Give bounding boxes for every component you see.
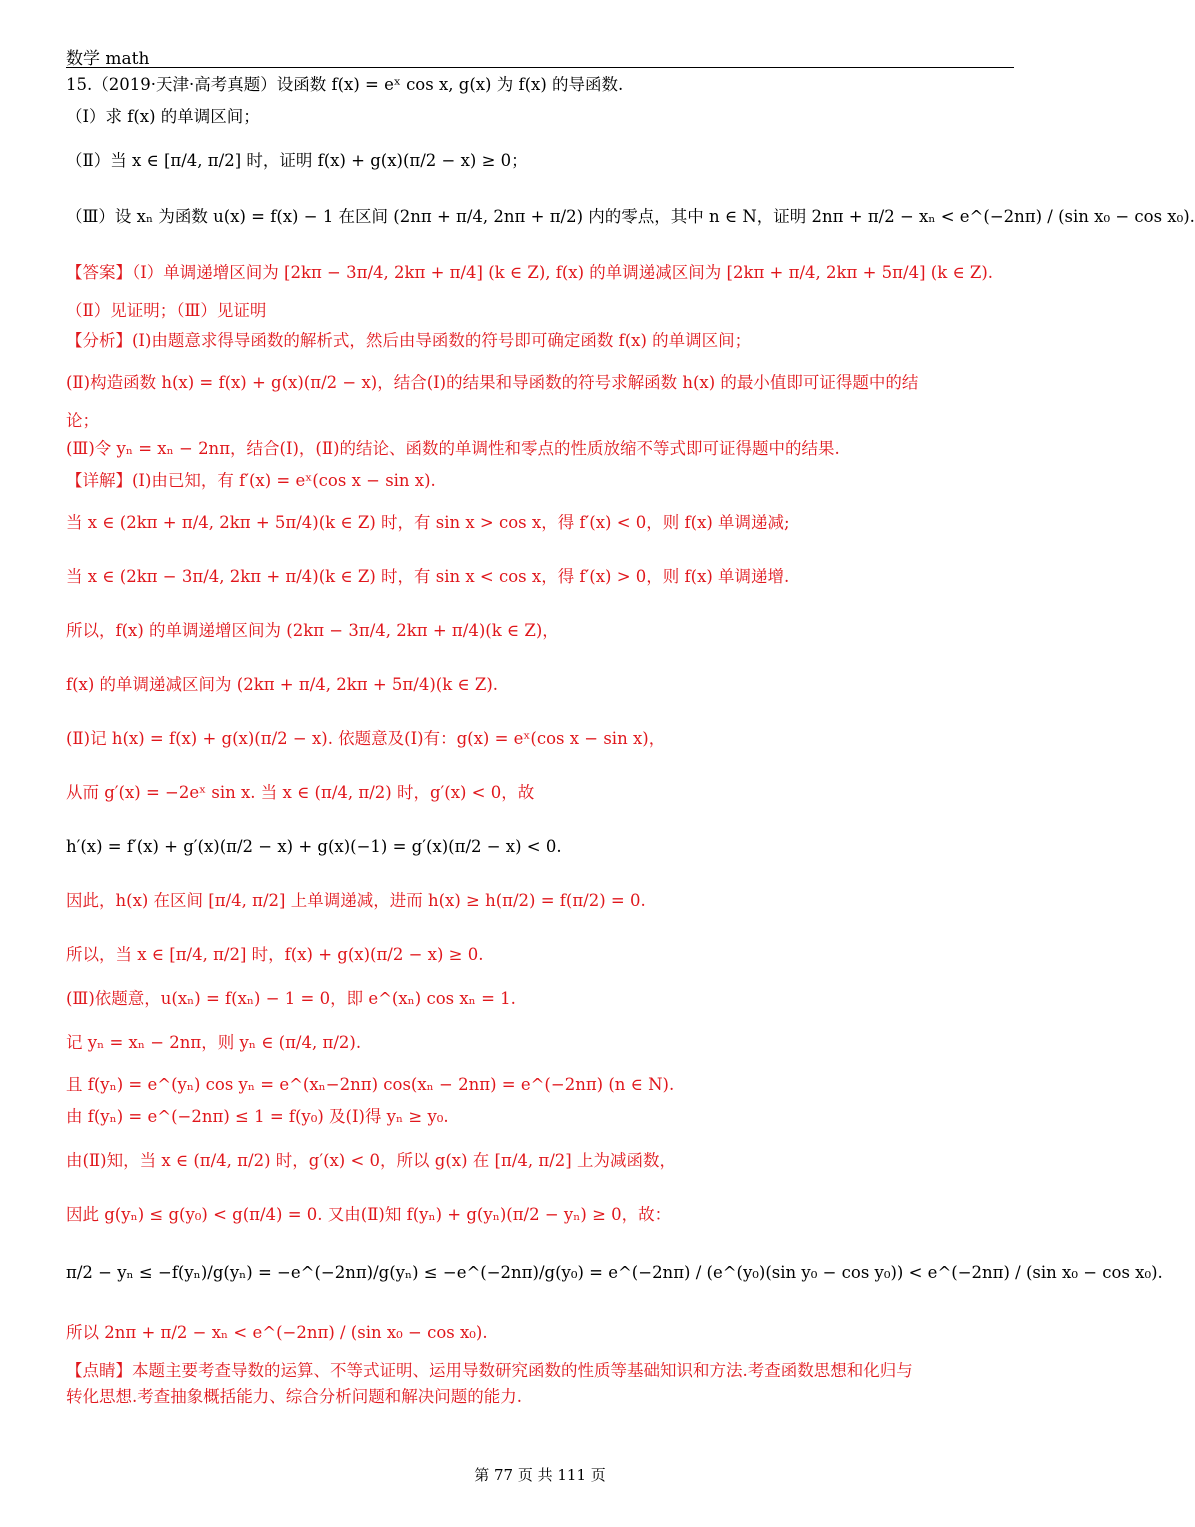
text-line: (Ⅱ)记 h(x) = f(x) + g(x)(π/2 − x). 依题意及(Ⅰ)有：g(x) = eˣ(cos x − sin x)， [66,729,666,748]
text-line: (Ⅲ)令 yₙ = xₙ − 2nπ，结合(Ⅰ)，(Ⅱ)的结论、函数的单调性和零点的性质放缩不等式即可证得题中的结果. [66,439,840,458]
text-line: 【点睛】本题主要考查导数的运算、不等式证明、运用导数研究函数的性质等基础知识和方法.考查函数思想和化归与 [66,1361,913,1380]
text-line: 记 yₙ = xₙ − 2nπ，则 yₙ ∈ (π/4, π/2). [66,1033,362,1052]
text-line: 由 f(yₙ) = e^(−2nπ) ≤ 1 = f(y₀) 及(Ⅰ)得 yₙ ≥ y₀. [66,1107,449,1126]
text-line: h′(x) = f′(x) + g′(x)(π/2 − x) + g(x)(−1) = g′(x)(π/2 − x) < 0. [66,837,562,856]
text-line: 当 x ∈ (2kπ − 3π/4, 2kπ + π/4)(k ∈ Z) 时，有 sin x < cos x，得 f′(x) > 0，则 f(x) 单调递增. [66,567,790,586]
text-line: (Ⅲ)依题意，u(xₙ) = f(xₙ) − 1 = 0，即 e^(xₙ) cos xₙ = 1. [66,989,516,1008]
text-line: 所以，当 x ∈ [π/4, π/2] 时，f(x) + g(x)(π/2 − x) ≥ 0. [66,945,484,964]
text-line: 所以，f(x) 的单调递增区间为 (2kπ − 3π/4, 2kπ + π/4)(k ∈ Z)， [66,621,559,640]
text-line: f(x) 的单调递减区间为 (2kπ + π/4, 2kπ + 5π/4)(k ∈ Z). [66,675,499,694]
text-line: 且 f(yₙ) = e^(yₙ) cos yₙ = e^(xₙ−2nπ) cos(xₙ − 2nπ) = e^(−2nπ) (n ∈ N). [66,1075,675,1094]
text-line: 因此，h(x) 在区间 [π/4, π/2] 上单调递减，进而 h(x) ≥ h(π/2) = f(π/2) = 0. [66,891,646,910]
text-line: (Ⅱ)构造函数 h(x) = f(x) + g(x)(π/2 − x)，结合(Ⅰ)的结果和导函数的符号求解函数 h(x) 的最小值即可证得题中的结 [66,373,919,392]
text-line: （Ⅱ）见证明；（Ⅲ）见证明 [66,301,267,320]
text-line: 当 x ∈ (2kπ + π/4, 2kπ + 5π/4)(k ∈ Z) 时，有 sin x > cos x，得 f′(x) < 0，则 f(x) 单调递减; [66,513,790,532]
text-line: 转化思想.考查抽象概括能力、综合分析问题和解决问题的能力. [66,1387,522,1406]
text-line: （Ⅱ）当 x ∈ [π/4, π/2] 时，证明 f(x) + g(x)(π/2 − x) ≥ 0； [66,151,528,170]
text-line: 论； [66,411,99,430]
page-number: 第 77 页 共 111 页 [474,1466,606,1484]
header-rule [66,67,1014,68]
text-line: 所以 2nπ + π/2 − xₙ < e^(−2nπ) / (sin x₀ − cos x₀). [66,1323,488,1342]
text-line: 由(Ⅱ)知，当 x ∈ (π/4, π/2) 时，g′(x) < 0，所以 g(x) 在 [π/4, π/2] 上为减函数， [66,1151,676,1170]
text-line: 【分析】(Ⅰ)由题意求得导函数的解析式，然后由导函数的符号即可确定函数 f(x) 的单调区间； [66,331,752,350]
text-line: 【答案】（Ⅰ）单调递增区间为 [2kπ − 3π/4, 2kπ + π/4] (k ∈ Z), f(x) 的单调递减区间为 [2kπ + π/4, 2kπ + 5π/4] (k ∈ Z). [66,263,994,282]
text-line: （Ⅲ）设 xₙ 为函数 u(x) = f(x) − 1 在区间 (2nπ + π/4, 2nπ + π/2) 内的零点，其中 n ∈ N，证明 2nπ + π/2 − xₙ < e^(−2nπ) / (sin x₀ − cos x₀). [66,207,1195,226]
page-header: 数学 math [66,49,150,69]
text-line: 【详解】(Ⅰ)由已知，有 f′(x) = eˣ(cos x − sin x). [66,471,436,490]
text-line: （Ⅰ）求 f(x) 的单调区间； [66,107,260,126]
text-line: 因此 g(yₙ) ≤ g(y₀) < g(π/4) = 0. 又由(Ⅱ)知 f(yₙ) + g(yₙ)(π/2 − yₙ) ≥ 0，故： [66,1205,672,1224]
text-line: π/2 − yₙ ≤ −f(yₙ)/g(yₙ) = −e^(−2nπ)/g(yₙ) ≤ −e^(−2nπ)/g(y₀) = e^(−2nπ) / (e^(y₀)(sin y₀ − cos y₀)) < e^(−2nπ) / (sin x₀ − cos x₀). [66,1263,1163,1282]
text-line: 15.（2019·天津·高考真题）设函数 f(x) = eˣ cos x, g(x) 为 f(x) 的导函数. [66,75,624,94]
text-line: 从而 g′(x) = −2eˣ sin x. 当 x ∈ (π/4, π/2) 时，g′(x) < 0，故 [66,783,535,802]
